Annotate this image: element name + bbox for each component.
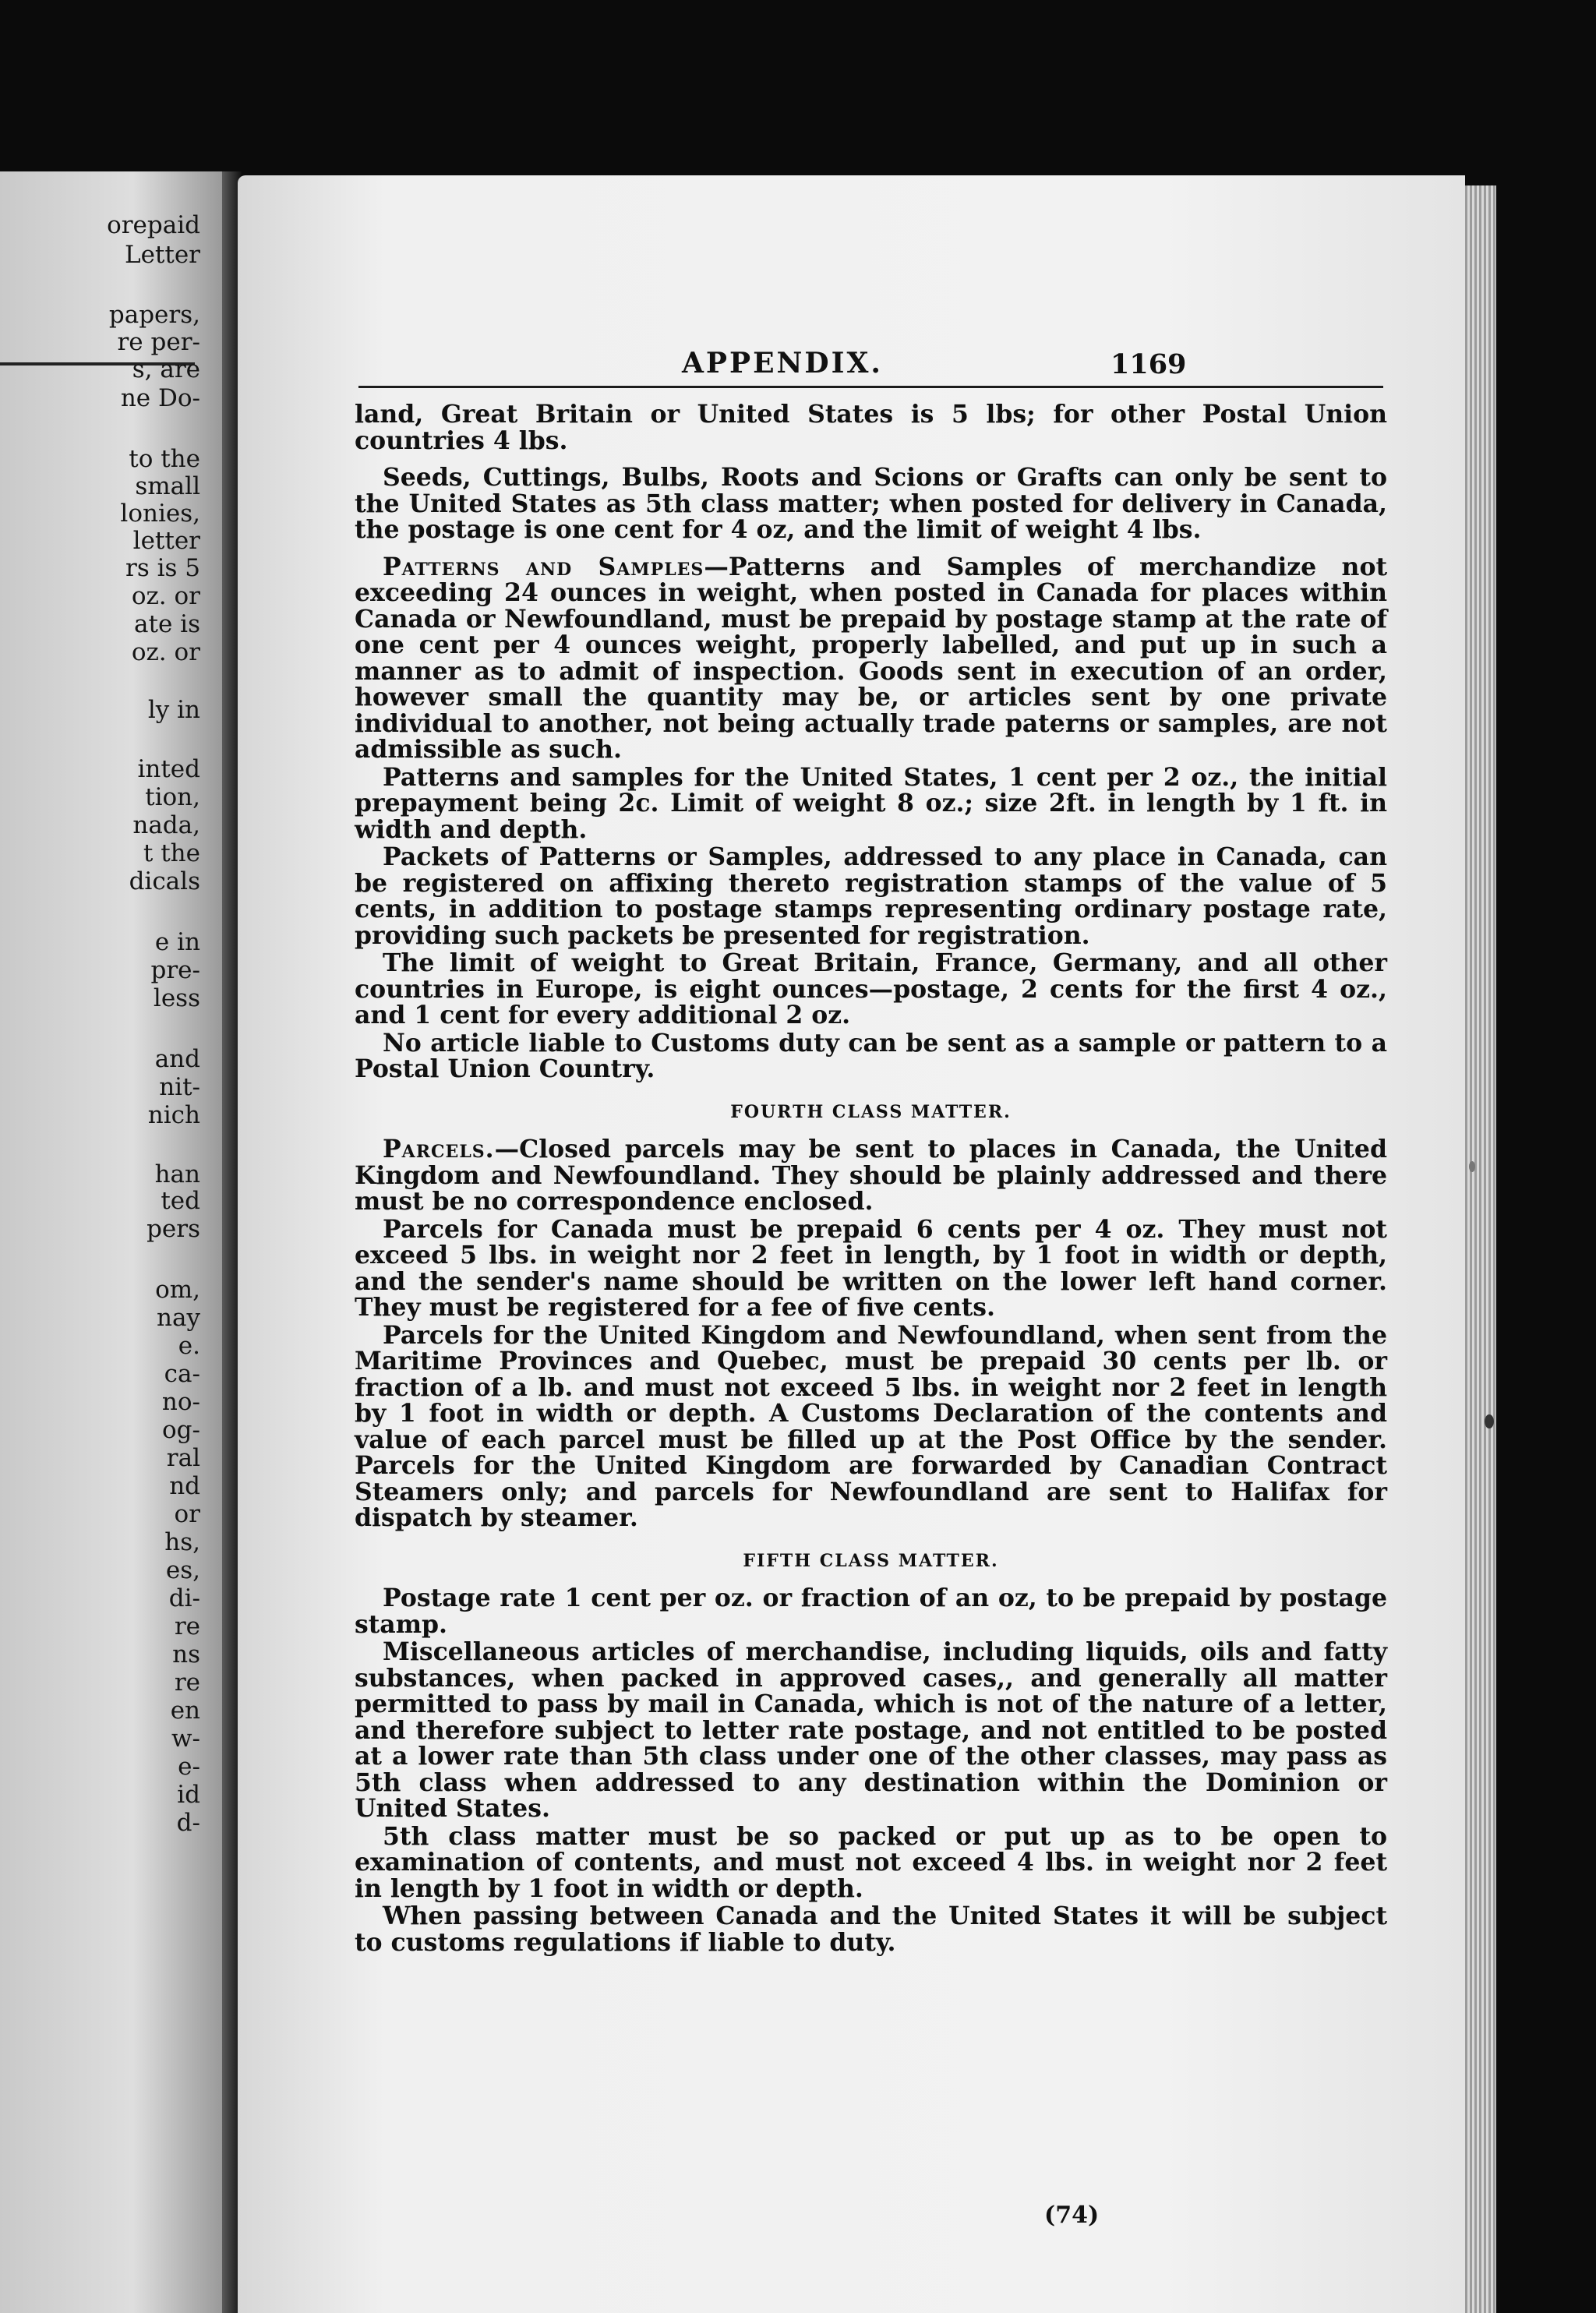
left-page-fragment: nada, bbox=[132, 811, 200, 839]
left-page-fragment: oz. or bbox=[131, 582, 200, 610]
left-page-fragment: pre- bbox=[150, 956, 200, 984]
paragraph: Postage rate 1 cent per oz. or fraction of an oz, to be prepaid by postage stamp. bbox=[355, 1584, 1387, 1639]
left-page-fragment: nit- bbox=[159, 1073, 200, 1101]
paragraph: When passing between Canada and the United States it will be subject to customs regulations if liable to duty. bbox=[355, 1902, 1387, 1957]
left-page-fragment: ral bbox=[166, 1444, 200, 1472]
paragraph: No article liable to Customs duty can be sent as a sample or pattern to a Postal Union Country. bbox=[355, 1028, 1387, 1083]
left-page-fragment: to the bbox=[129, 445, 200, 473]
left-page-fragment: han bbox=[154, 1160, 200, 1188]
left-page-fragment: dicals bbox=[129, 867, 200, 895]
left-page-fragment: re per- bbox=[117, 328, 200, 356]
paragraph: Miscellaneous articles of merchandise, including liquids, oils and fatty substances, when packed in approved cases,, and generally all matter permitted to pass by mail in Canada, which is not of the nature of a letter, and therefore subject to letter rate postage, and not entitled to be posted at a lower rate than 5th class under one of the other classes, may pass as 5th class when addressed to any destination within the Dominion or United States. bbox=[355, 1637, 1387, 1823]
left-page-fragment: og- bbox=[162, 1416, 200, 1444]
left-page bbox=[0, 171, 222, 2313]
run-in-heading: Patterns and Samples bbox=[383, 552, 704, 581]
scan-speck bbox=[1469, 1161, 1475, 1172]
right-page bbox=[238, 175, 1465, 2313]
paragraph-text: —Patterns and Samples of merchandize not exceeding 24 ounces in weight, when posted in Canada for places within Canada or Newfoundland, must be prepaid by postage stamp at the rate of one cent per 4 ounces weight, properly labelled, and put up in such a manner as to admit of inspection. Goods sent in execution of an order, however small the quantity may be, or articles sent by one private individual to another, not being actually trade paterns or samples, are not admissible as such. bbox=[355, 552, 1388, 764]
left-page-fragment: ly in bbox=[147, 696, 200, 724]
left-page-fragment: or bbox=[174, 1500, 200, 1528]
left-page-fragment: w- bbox=[171, 1725, 200, 1753]
left-page-fragment: Letter bbox=[124, 241, 200, 269]
left-page-fragment: om, bbox=[155, 1276, 200, 1304]
left-page-fragment: pers bbox=[147, 1215, 200, 1243]
left-page-fragment: oz. or bbox=[131, 638, 200, 666]
page-edge bbox=[1465, 185, 1496, 2313]
left-page-fragment: hs, bbox=[164, 1528, 200, 1556]
left-page-fragment: less bbox=[153, 984, 200, 1012]
left-page-fragment: no- bbox=[161, 1388, 200, 1416]
paragraph: The limit of weight to Great Britain, France, Germany, and all other countries in Europe, is eight ounces—postage, 2 cents for the first 4 oz., and 1 cent for every additional 2 oz. bbox=[355, 948, 1387, 1029]
paragraph-text: —Closed parcels may be sent to places in Canada, the United Kingdom and Newfoundland. They should be plainly addressed and there must be no correspondence enclosed. bbox=[355, 1135, 1387, 1216]
section-title-fourth-class: FOURTH CLASS MATTER. bbox=[730, 1101, 1012, 1122]
left-page-fragment: lonies, bbox=[120, 500, 200, 528]
left-page-fragment: re bbox=[174, 1612, 200, 1640]
left-page-fragment: e in bbox=[154, 928, 200, 956]
paragraph: 5th class matter must be so packed or put up as to be open to examination of contents, and must not exceed 4 lbs. in weight nor 2 feet in length by 1 foot in width or depth. bbox=[355, 1821, 1387, 1903]
left-page-fragment: re bbox=[174, 1669, 200, 1697]
left-page-fragment: ca- bbox=[164, 1360, 200, 1388]
paragraph: Patterns and samples for the United States, 1 cent per 2 oz., the initial prepayment being 2c. Limit of weight 8 oz.; size 2ft. in length by 1 ft. in width and depth. bbox=[355, 762, 1387, 844]
left-page-fragment: small bbox=[135, 472, 200, 500]
paragraph: land, Great Britain or United States is 5 lbs; for other Postal Union countries 4 lbs. bbox=[355, 400, 1387, 455]
header-rule bbox=[358, 386, 1383, 388]
left-page-fragment: d- bbox=[176, 1809, 200, 1837]
left-page-fragment: nd bbox=[169, 1472, 200, 1500]
running-head: APPENDIX. bbox=[682, 347, 883, 380]
left-page-fragment: nay bbox=[157, 1304, 200, 1332]
left-page-fragment: di- bbox=[168, 1584, 200, 1612]
signature-mark: (74) bbox=[1044, 2202, 1100, 2229]
paragraph: Parcels for the United Kingdom and Newfoundland, when sent from the Maritime Provinces and Quebec, must be prepaid 30 cents per lb. or fraction of a lb. and must not exceed 5 lbs. in weight nor 2 feet in length by 1 foot in width or depth. A Customs Declaration of the contents and value of each parcel must be filled up at the Post Office by the sender. Parcels for the United Kingdom are forwarded by Canadian Contract Steamers only; and parcels for Newfoundland are sent to Halifax for dispatch by steamer. bbox=[355, 1320, 1387, 1532]
left-page-fragment: orepaid bbox=[107, 211, 200, 239]
left-page-fragment: t the bbox=[143, 839, 200, 867]
left-page-fragment: e. bbox=[178, 1332, 200, 1360]
page-number: 1169 bbox=[1110, 348, 1187, 380]
left-page-fragment: papers, bbox=[108, 301, 200, 329]
left-page-fragment: inted bbox=[137, 755, 200, 783]
scan-speck bbox=[1485, 1414, 1494, 1428]
left-page-fragment: ne Do- bbox=[120, 384, 200, 412]
paragraph: Parcels for Canada must be prepaid 6 cents per 4 oz. They must not exceed 5 lbs. in weight nor 2 feet in length, by 1 foot in width or depth, and the sender's name should be written on the lower left hand corner. They must be registered for a fee of five cents. bbox=[355, 1214, 1387, 1322]
left-page-fragment: tion, bbox=[145, 783, 200, 811]
left-page-fragment: letter bbox=[132, 527, 200, 555]
section-title-fifth-class: FIFTH CLASS MATTER. bbox=[743, 1550, 999, 1571]
paragraph-patterns-samples bbox=[355, 554, 1387, 763]
run-in-heading: Parcels. bbox=[383, 1135, 495, 1164]
left-page-fragment: es, bbox=[165, 1556, 200, 1584]
page-body bbox=[355, 401, 1387, 1957]
left-page-fragment: en bbox=[170, 1697, 200, 1725]
left-page-fragment: ns bbox=[172, 1640, 200, 1669]
paragraph-parcels bbox=[355, 1136, 1387, 1215]
paragraph: Seeds, Cuttings, Bulbs, Roots and Scions or Grafts can only be sent to the United States as 5th class matter; when posted for delivery in Canada, the postage is one cent for 4 oz, and the limit of weight 4 lbs. bbox=[355, 463, 1387, 544]
left-page-fragment: id bbox=[177, 1781, 200, 1809]
left-page-fragment: and bbox=[154, 1045, 200, 1073]
left-page-fragment: s, are bbox=[132, 355, 200, 383]
left-page-fragment: ate is bbox=[134, 610, 200, 638]
left-page-fragment: ted bbox=[161, 1187, 200, 1215]
left-page-fragment: rs is 5 bbox=[125, 554, 200, 582]
left-page-fragment: e- bbox=[178, 1753, 200, 1781]
paragraph: Packets of Patterns or Samples, addressed to any place in Canada, can be registered on affixing thereto registration stamps of the value of 5 cents, in addition to postage stamps representing ordinary postage rate, providing such packets be presented for registration. bbox=[355, 842, 1387, 950]
left-page-fragment: nich bbox=[147, 1101, 200, 1129]
